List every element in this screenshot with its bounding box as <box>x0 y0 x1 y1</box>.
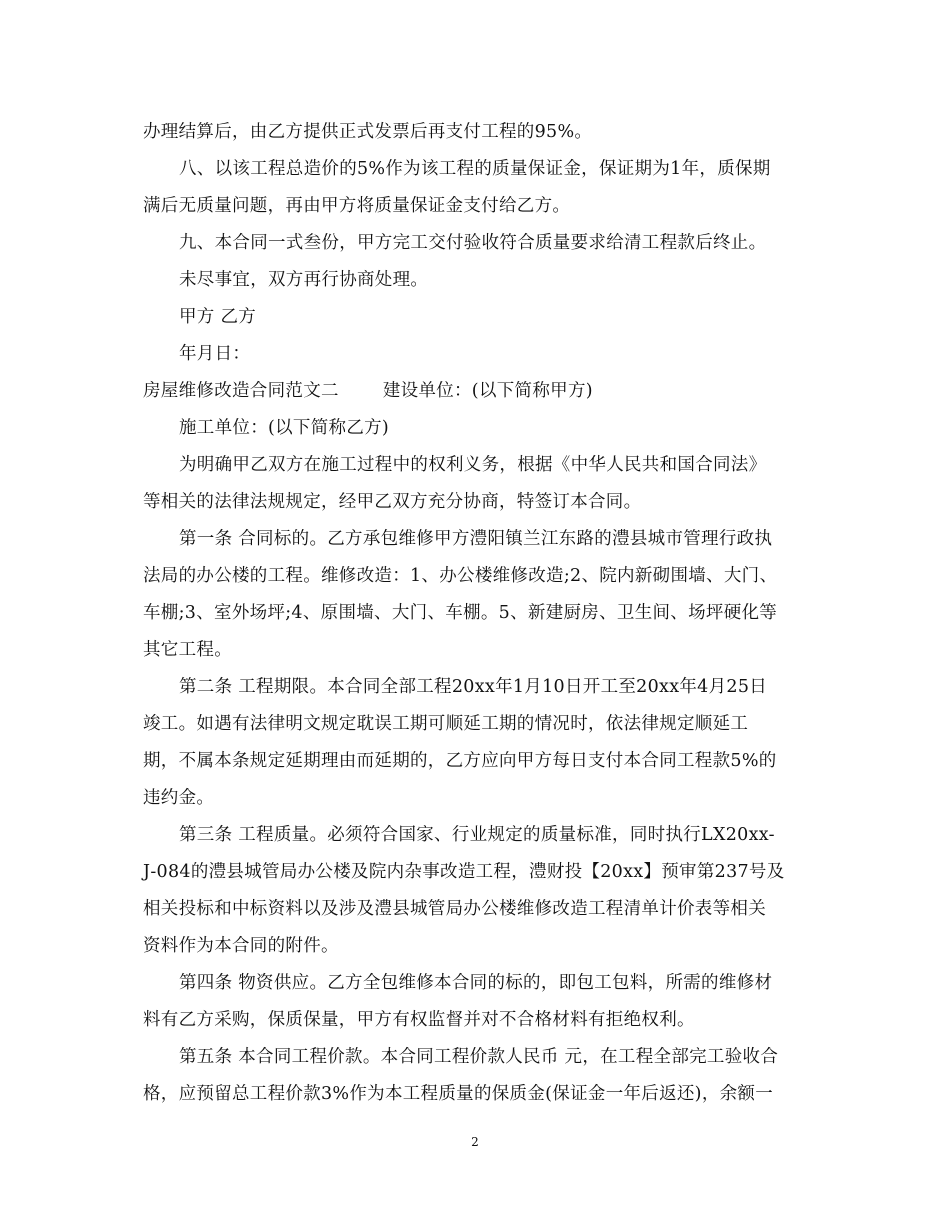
section-heading-line <box>143 373 813 410</box>
text-line: 相关投标和中标资料以及涉及澧县城管局办公楼维修改造工程清单计价表等相关 <box>143 899 766 919</box>
text-line: 格，应预留总工程价款3%作为本工程质量的保质金(保证金一年后返还)，余额一 <box>143 1084 774 1104</box>
text-line: 竣工。如遇有法律明文规定耽误工期可顺延工期的情况时，依法律规定顺延工 <box>143 714 749 734</box>
construction-unit-label: 建设单位：(以下简称甲方) <box>382 381 593 401</box>
text-line: 未尽事宜，双方再行协商处理。 <box>179 270 429 290</box>
text-line: 满后无质量问题，再由甲方将质量保证金支付给乙方。 <box>143 196 571 216</box>
section-title: 房屋维修改造合同范文二 <box>143 381 339 401</box>
text-line: 办理结算后，由乙方提供正式发票后再支付工程的95%。 <box>143 122 593 142</box>
text-line: 法局的办公楼的工程。维修改造：1、办公楼维修改造;2、院内新砌围墙、大门、 <box>143 566 778 586</box>
text-line: 为明确甲乙双方在施工过程中的权利义务，根据《中华人民共和国合同法》 <box>179 455 767 475</box>
text-line: 料有乙方采购，保质保量，甲方有权监督并对不合格材料有拒绝权利。 <box>143 1010 695 1030</box>
date-line: 年月日： <box>179 344 251 364</box>
text-line: 资料作为本合同的附件。 <box>143 936 339 956</box>
article-line: 第二条 工程期限。本合同全部工程20xx年1月10日开工至20xx年4月25日 <box>179 677 768 697</box>
article-line: 第五条 本合同工程价款。本合同工程价款人民币 元，在工程全部完工验收合 <box>179 1047 779 1067</box>
text-line: 等相关的法律法规规定，经甲乙双方充分协商，特签订本合同。 <box>143 492 642 512</box>
text-line: 八、以该工程总造价的5%作为该工程的质量保证金，保证期为1年，质保期 <box>179 159 771 179</box>
page-number: 2 <box>471 1135 479 1149</box>
signature-parties: 甲方 乙方 <box>179 307 257 327</box>
text-line: 车棚;3、室外场坪;4、原围墙、大门、车棚。5、新建厨房、卫生间、场坪硬化等 <box>143 603 778 623</box>
contractor-unit-label: 施工单位：(以下简称乙方) <box>179 418 390 438</box>
text-line: 违约金。 <box>143 788 215 808</box>
article-line: 第一条 合同标的。乙方承包维修甲方澧阳镇兰江东路的澧县城市管理行政执 <box>179 529 773 549</box>
text-line: J-084的澧县城管局办公楼及院内杂事改造工程，澧财投【20xx】预审第237号及 <box>143 862 785 882</box>
text-line: 其它工程。 <box>143 640 232 660</box>
text-line: 期，不属本条规定延期理由而延期的，乙方应向甲方每日支付本合同工程款5%的 <box>143 751 777 771</box>
article-line: 第三条 工程质量。必须符合国家、行业规定的质量标准，同时执行LX20xx- <box>179 825 775 845</box>
article-line: 第四条 物资供应。乙方全包维修本合同的标的，即包工包料，所需的维修材 <box>179 973 773 993</box>
document-body <box>143 114 813 1113</box>
text-line: 九、本合同一式叁份，甲方完工交付验收符合质量要求给清工程款后终止。 <box>179 233 767 253</box>
